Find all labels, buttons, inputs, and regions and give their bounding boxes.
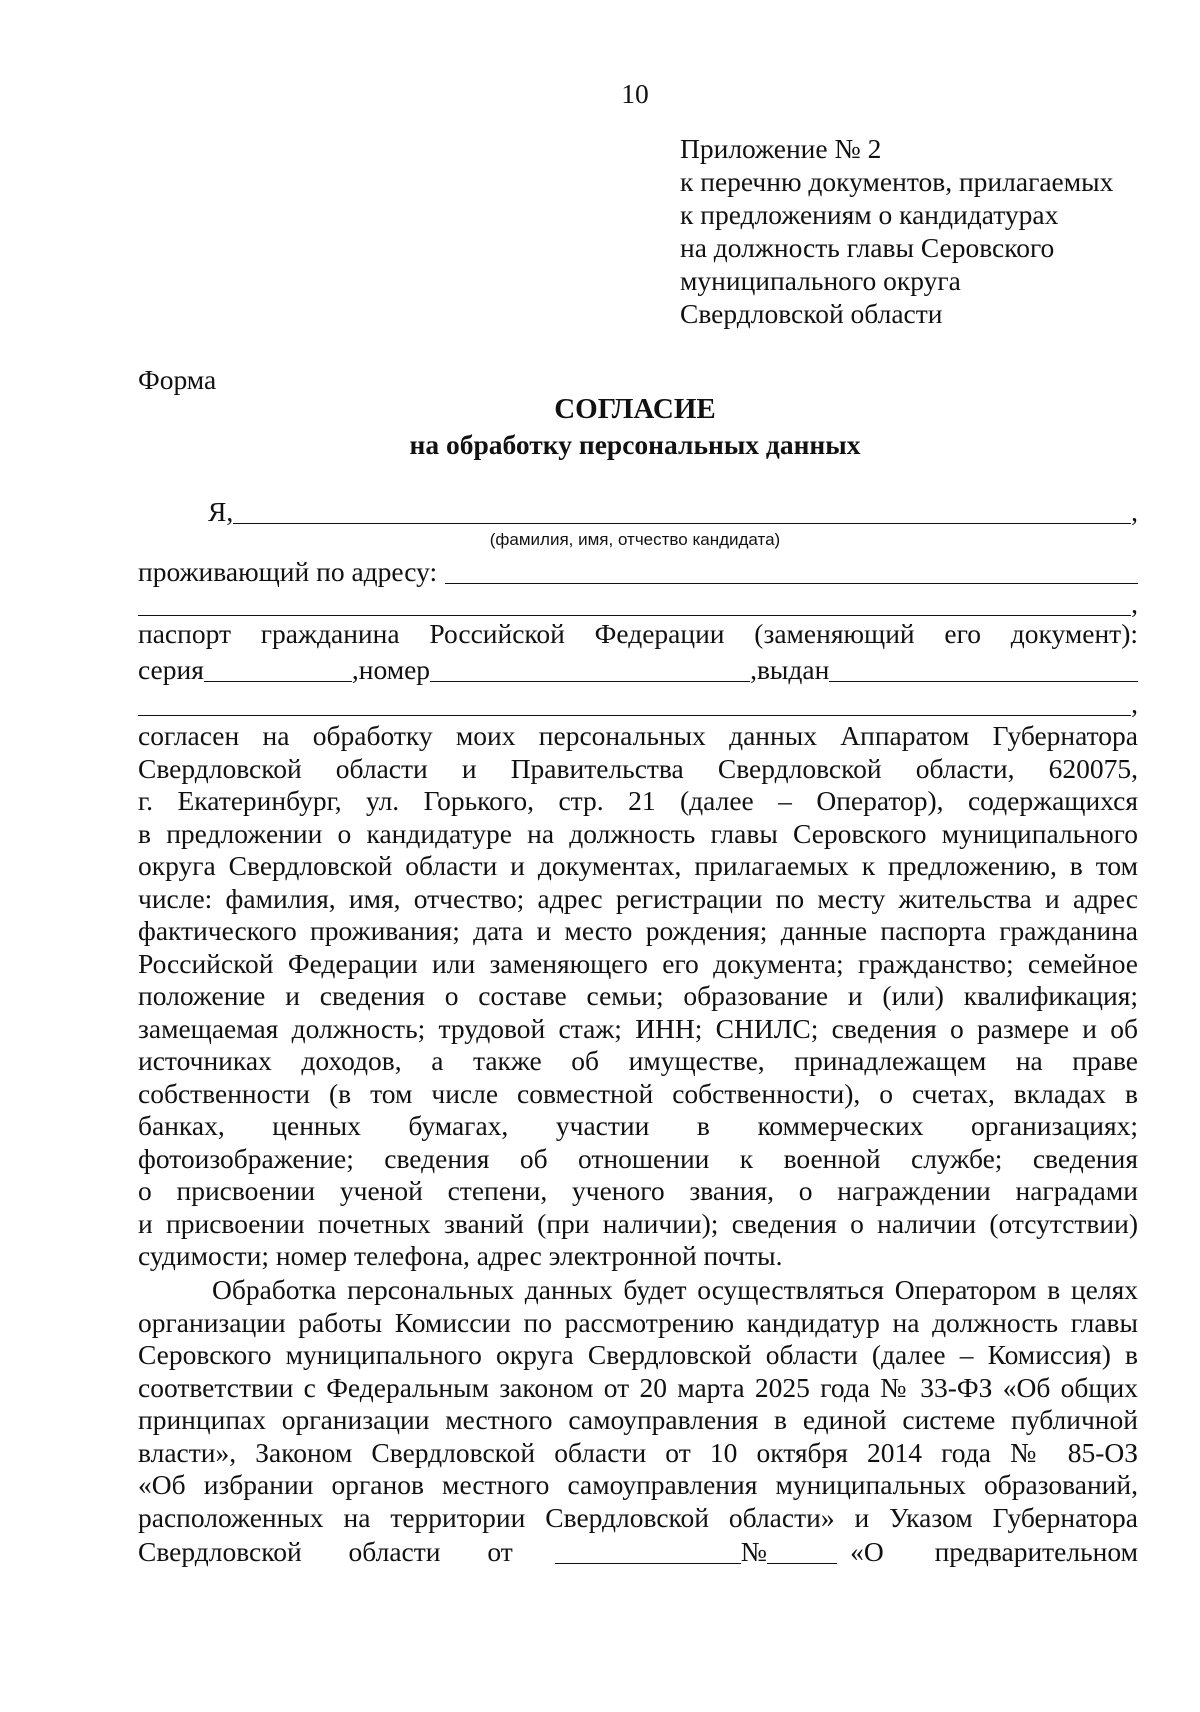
address-field-2[interactable] [138, 589, 1131, 616]
decree-row [138, 1534, 1138, 1568]
document-subtitle: на обработку персональных данных [409, 429, 861, 460]
text-line: источниках доходов, а также об имуществе, принадлежащем на праве [138, 1045, 1138, 1076]
appendix-line: Свердловской области [680, 298, 943, 329]
appendix-line: муниципального округа [680, 265, 961, 296]
appendix-line: на должность главы Серовского [680, 232, 1055, 263]
text-line: власти», Законом Свердловской области от 10 октября 2014 года № 85-ОЗ [138, 1436, 1138, 1468]
issued-label: ,выдан [750, 654, 830, 685]
address-row [138, 554, 1138, 588]
number-sign: № [740, 1536, 768, 1567]
number-label: ,номер [351, 654, 431, 685]
text-line: Свердловской области и Правительства Свердловской области, 620075, [138, 752, 1138, 784]
text-line: фактического проживания; дата и место рождения; данные паспорта гражданина [138, 915, 1138, 946]
address-row-2 [138, 586, 1138, 620]
issued-row-2 [138, 686, 1138, 720]
comma: , [1131, 688, 1138, 719]
comma: , [1131, 588, 1138, 619]
name-hint: (фамилия, имя, отчество кандидата) [489, 530, 781, 549]
text-line: согласен на обработку моих персональных данных Аппаратом Губернатора [138, 720, 1138, 751]
address-label: проживающий по адресу: [138, 556, 438, 587]
text-line: в предложении о кандидатуре на должность главы Серовского муниципального [138, 817, 1138, 849]
processing-paragraph [138, 1274, 1138, 1534]
text-line: замещаемая должность; трудовой стаж; ИНН; СНИЛС; сведения о размере и об [138, 1012, 1138, 1044]
comma: , [1131, 496, 1138, 527]
text-line: положение и сведения о составе семьи; образование и (или) квалификация; [138, 980, 1138, 1011]
appendix-block [680, 132, 1113, 330]
appendix-line: к предложениям о кандидатурах [680, 199, 1059, 230]
series-label: серия [138, 654, 204, 685]
passport-details-row [138, 652, 1138, 686]
i-prefix: Я, [208, 496, 234, 527]
decree-text-end: «О предварительном [850, 1536, 1138, 1567]
series-field[interactable] [204, 655, 352, 682]
text-line: судимости; номер телефона, адрес электронной почты. [138, 1240, 783, 1271]
appendix-line: Приложение № 2 [680, 133, 882, 164]
text-line: организации работы Комиссии по рассмотрению кандидатур на должность главы [138, 1306, 1138, 1338]
text-line: числе: фамилия, имя, отчество; адрес регистрации по месту жительства и адрес [138, 882, 1138, 914]
issued-field-2[interactable] [138, 689, 1131, 716]
full-name-field[interactable] [233, 497, 1131, 524]
decree-number-field[interactable] [767, 1537, 837, 1564]
consent-paragraph [138, 720, 1138, 1273]
decree-date-field[interactable] [555, 1537, 741, 1564]
issued-field[interactable] [829, 655, 1138, 682]
address-field[interactable] [445, 557, 1138, 584]
text-line: и присвоении почетных званий (при наличии); сведения о наличии (отсутствии) [138, 1207, 1138, 1239]
text-line: собственности (в том числе совместной собственности), о счетах, вкладах в [138, 1077, 1138, 1109]
text-line: о присвоении ученой степени, ученого звания, о награждении наградами [138, 1175, 1138, 1206]
passport-text: паспорт гражданина Российской Федерации (заменяющий его документ): [138, 618, 1138, 649]
text-line: округа Свердловской области и документах, прилагаемых к предложению, в том [138, 850, 1138, 881]
document-title: СОГЛАСИЕ [554, 393, 716, 425]
text-line: соответствии с Федеральным законом от 20 марта 2025 года № 33-ФЗ «Об общих [138, 1371, 1138, 1403]
text-line: Серовского муниципального округа Свердловской области (далее – Комиссия) в [138, 1339, 1138, 1370]
text-line: расположенных на территории Свердловской области» и Указом Губернатора [138, 1501, 1138, 1533]
text-line: банках, ценных бумагах, участии в коммерческих организациях; [138, 1110, 1138, 1141]
name-row [138, 494, 1138, 528]
text-line: Российской Федерации или заменяющего его документа; гражданство; семейное [138, 947, 1138, 979]
text-line: фотоизображение; сведения об отношении к военной службе; сведения [138, 1142, 1138, 1174]
text-line: г. Екатеринбург, ул. Горького, стр. 21 (далее – Оператор), содержащихся [138, 785, 1138, 816]
text-line: Обработка персональных данных будет осуществляться Оператором в целях [212, 1274, 1138, 1305]
page-number: 10 [621, 78, 649, 109]
decree-text-start: Свердловской области от [138, 1536, 513, 1567]
text-line: принципах организации местного самоуправления в единой системе публичной [138, 1404, 1138, 1435]
number-field[interactable] [430, 655, 750, 682]
form-label: Форма [138, 364, 217, 395]
text-line: «Об избрании органов местного самоуправления муниципальных образований, [138, 1469, 1138, 1500]
appendix-line: к перечню документов, прилагаемых [680, 166, 1114, 197]
passport-line [138, 618, 1138, 651]
